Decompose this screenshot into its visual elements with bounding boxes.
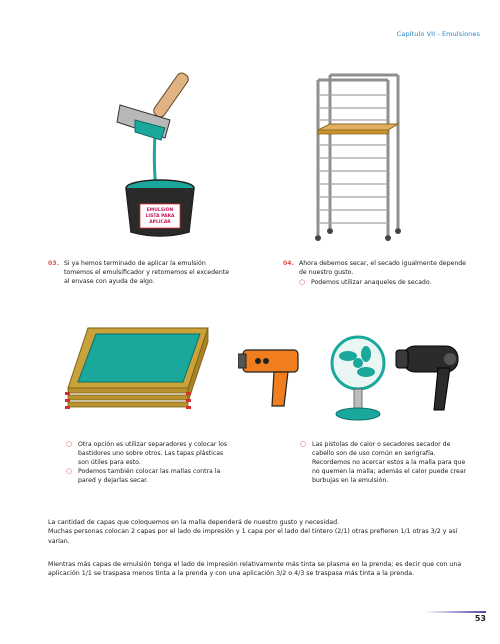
chapter-header: Capítulo VII - Emulsiones	[396, 30, 480, 38]
paragraph-line: Mientras más capas de emulsión tenga el lado de impresión relativamente más tinta se plasma en la prenda; es decir que con una aplicación 1/1 se traspasa menos tinta a la prenda y con una aplicación 3/2 o 4/3 se traspasa más tinta a la prenda.	[48, 561, 462, 578]
heat-gun-icon	[238, 350, 298, 406]
page-number: 53	[474, 614, 486, 623]
footer-divider	[424, 611, 486, 613]
bullet-circle-icon: ○	[66, 467, 73, 475]
hair-dryer-icon	[396, 346, 458, 410]
drying-rack-illustration	[300, 70, 410, 250]
stacked-frames-illustration	[58, 318, 218, 418]
step-number: 04.	[283, 260, 294, 267]
list-item	[66, 467, 236, 485]
paragraph-line: La cantidad de capas que coloquemos en la malla dependerá de nuestro gusto y necesidad.	[48, 519, 340, 526]
heat-tools-illustration	[238, 328, 478, 428]
bullet-circle-icon: ○	[66, 440, 73, 448]
body-paragraph	[48, 518, 468, 546]
list-item	[300, 440, 470, 485]
step-text: Ahora debemos secar, el secado igualmente depende de nuestro gusto.	[299, 260, 466, 276]
bullet-text: Podemos también colocar las mallas contra la pared y dejarlas secar.	[78, 468, 221, 484]
step-04-bullet	[299, 278, 468, 287]
bucket-label: EMULSIÓN	[146, 208, 174, 213]
list-item	[66, 440, 236, 467]
step-04	[283, 259, 468, 287]
step-number: 03.	[48, 260, 59, 267]
bullet-circle-icon: ○	[299, 278, 306, 286]
fan-icon	[332, 337, 384, 420]
svg-text:APLICAR: APLICAR	[149, 220, 171, 225]
bullet-circle-icon: ○	[300, 440, 307, 448]
right-bullet-list	[300, 440, 470, 485]
step-03	[48, 259, 233, 286]
left-bullet-list	[66, 440, 236, 485]
bullet-text: Podemos utilizar anaqueles de secado.	[311, 279, 432, 286]
bullet-text: Otra opción es utilizar separadores y colocar los bastidores uno sobre otros. Las tapas plásticas son útiles para esto.	[78, 441, 228, 466]
svg-text:LISTA PARA: LISTA PARA	[145, 214, 175, 219]
step-text: Si ya hemos terminado de aplicar la emulsión tomemos el emulsificador y retomemos el excedente al envase con ayuda de algo.	[64, 260, 230, 285]
paragraph-line: Muchas personas colocan 2 capas por el lado de impresión y 1 capa por el lado del tintero (2/1) otras prefieren 1/1 otras 3/2 y así varían.	[48, 528, 458, 545]
squeegee-bucket-illustration	[95, 60, 235, 240]
bullet-text: Las pistolas de calor o secadores secador de cabello son de uso común en serigrafía. Recordemos no acercar estos a la malla para que no quemen la malla; además el calor puede crear burbujas en la emulsión.	[312, 441, 467, 484]
body-paragraph	[48, 560, 468, 579]
